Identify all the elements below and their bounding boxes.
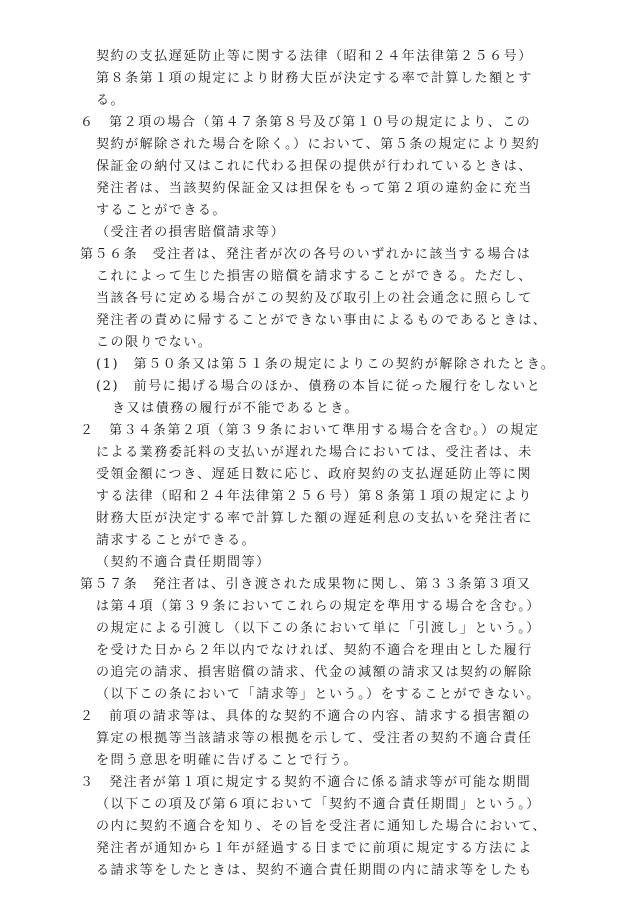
text-line: 発注者の責めに帰することができない事由によるものであるときは、 <box>96 313 548 328</box>
text-line: 請求することができる。 <box>96 533 257 548</box>
article-line: 第５６条 受注者は、発注者が次の各号のいずれかに該当する場合は <box>80 247 532 262</box>
text-line: を問う意思を明確に告げることで行う。 <box>96 753 359 768</box>
text-line: 第８条第１項の規定により財務大臣が決定する率で計算した額とす <box>96 71 533 86</box>
article-line: 第５７条 発注者は、引き渡された成果物に関し、第３３条第３項又 <box>80 577 532 592</box>
text-line: ６ 第２項の場合（第４７条第８号及び第１０号の規定により、この <box>80 115 532 130</box>
text-line: 契約の支払遅延防止等に関する法律（昭和２４年法律第２５６号） <box>96 49 533 64</box>
section-heading: （契約不適合責任期間等） <box>96 555 271 570</box>
text-line: き又は債務の履行が不能であるとき。 <box>112 401 360 416</box>
text-line: ３ 発注者が第１項に規定する契約不適合に係る請求等が可能な期間 <box>80 775 532 790</box>
list-item-line: (1) 第５０条又は第５１条の規定によりこの契約が解除されたとき。 <box>96 357 556 372</box>
text-line: 財務大臣が決定する率で計算した額の遅延利息の支払いを発注者に <box>96 511 533 526</box>
text-line: 契約が解除された場合を除く。）において、第５条の規定により契約 <box>96 137 541 152</box>
text-line: 当該各号に定める場合がこの契約及び取引上の社会通念に照らして <box>96 291 533 306</box>
text-line: の規定による引渡し（以下この条において単に「引渡し」という。） <box>96 621 541 636</box>
text-line: 発注者は、当該契約保証金又は担保をもって第２項の違約金に充当 <box>96 181 533 196</box>
text-line: を受けた日から２年以内でなければ、契約不適合を理由とした履行 <box>96 643 533 658</box>
text-line: 受領金額につき、遅延日数に応じ、政府契約の支払遅延防止等に関 <box>96 467 533 482</box>
list-item-line: (2) 前号に掲げる場合のほか、債務の本旨に従った履行をしないと <box>96 379 542 394</box>
text-line: することができる。 <box>96 203 228 218</box>
text-line: の内に契約不適合を知り、その旨を受注者に通知した場合において、 <box>96 819 548 834</box>
text-line: 算定の根拠等当該請求等の根拠を示して、受注者の契約不適合責任 <box>96 731 533 746</box>
text-line: 保証金の納付又はこれに代わる担保の提供が行われているときは、 <box>96 159 533 174</box>
text-line: の追完の請求、損害賠償の請求、代金の減額の請求又は契約の解除 <box>96 665 533 680</box>
text-line: この限りでない。 <box>96 335 213 350</box>
text-line: ２ 第３４条第２項（第３９条において準用する場合を含む。）の規定 <box>80 423 540 438</box>
text-line: は第４項（第３９条においてこれらの規定を準用する場合を含む。） <box>96 599 541 614</box>
text-line: 発注者が通知から１年が経過する日までに前項に規定する方法によ <box>96 841 533 856</box>
text-line: （以下この項及び第６項において「契約不適合責任期間」という。） <box>96 797 541 812</box>
text-line: による業務委託料の支払いが遅れた場合においては、受注者は、未 <box>96 445 533 460</box>
text-line: る請求等をしたときは、契約不適合責任期間の内に請求等をしたも <box>96 863 533 878</box>
text-line: （以下この条において「請求等」という。）をすることができない。 <box>96 687 541 702</box>
section-heading: （受注者の損害賠償請求等） <box>96 225 286 240</box>
text-line: する法律（昭和２４年法律第２５６号）第８条第１項の規定により <box>96 489 533 504</box>
text-line: る。 <box>96 93 126 108</box>
text-line: これによって生じた損害の賠償を請求することができる。ただし、 <box>96 269 533 284</box>
text-line: ２ 前項の請求等は、具体的な契約不適合の内容、請求する損害額の <box>80 709 532 724</box>
